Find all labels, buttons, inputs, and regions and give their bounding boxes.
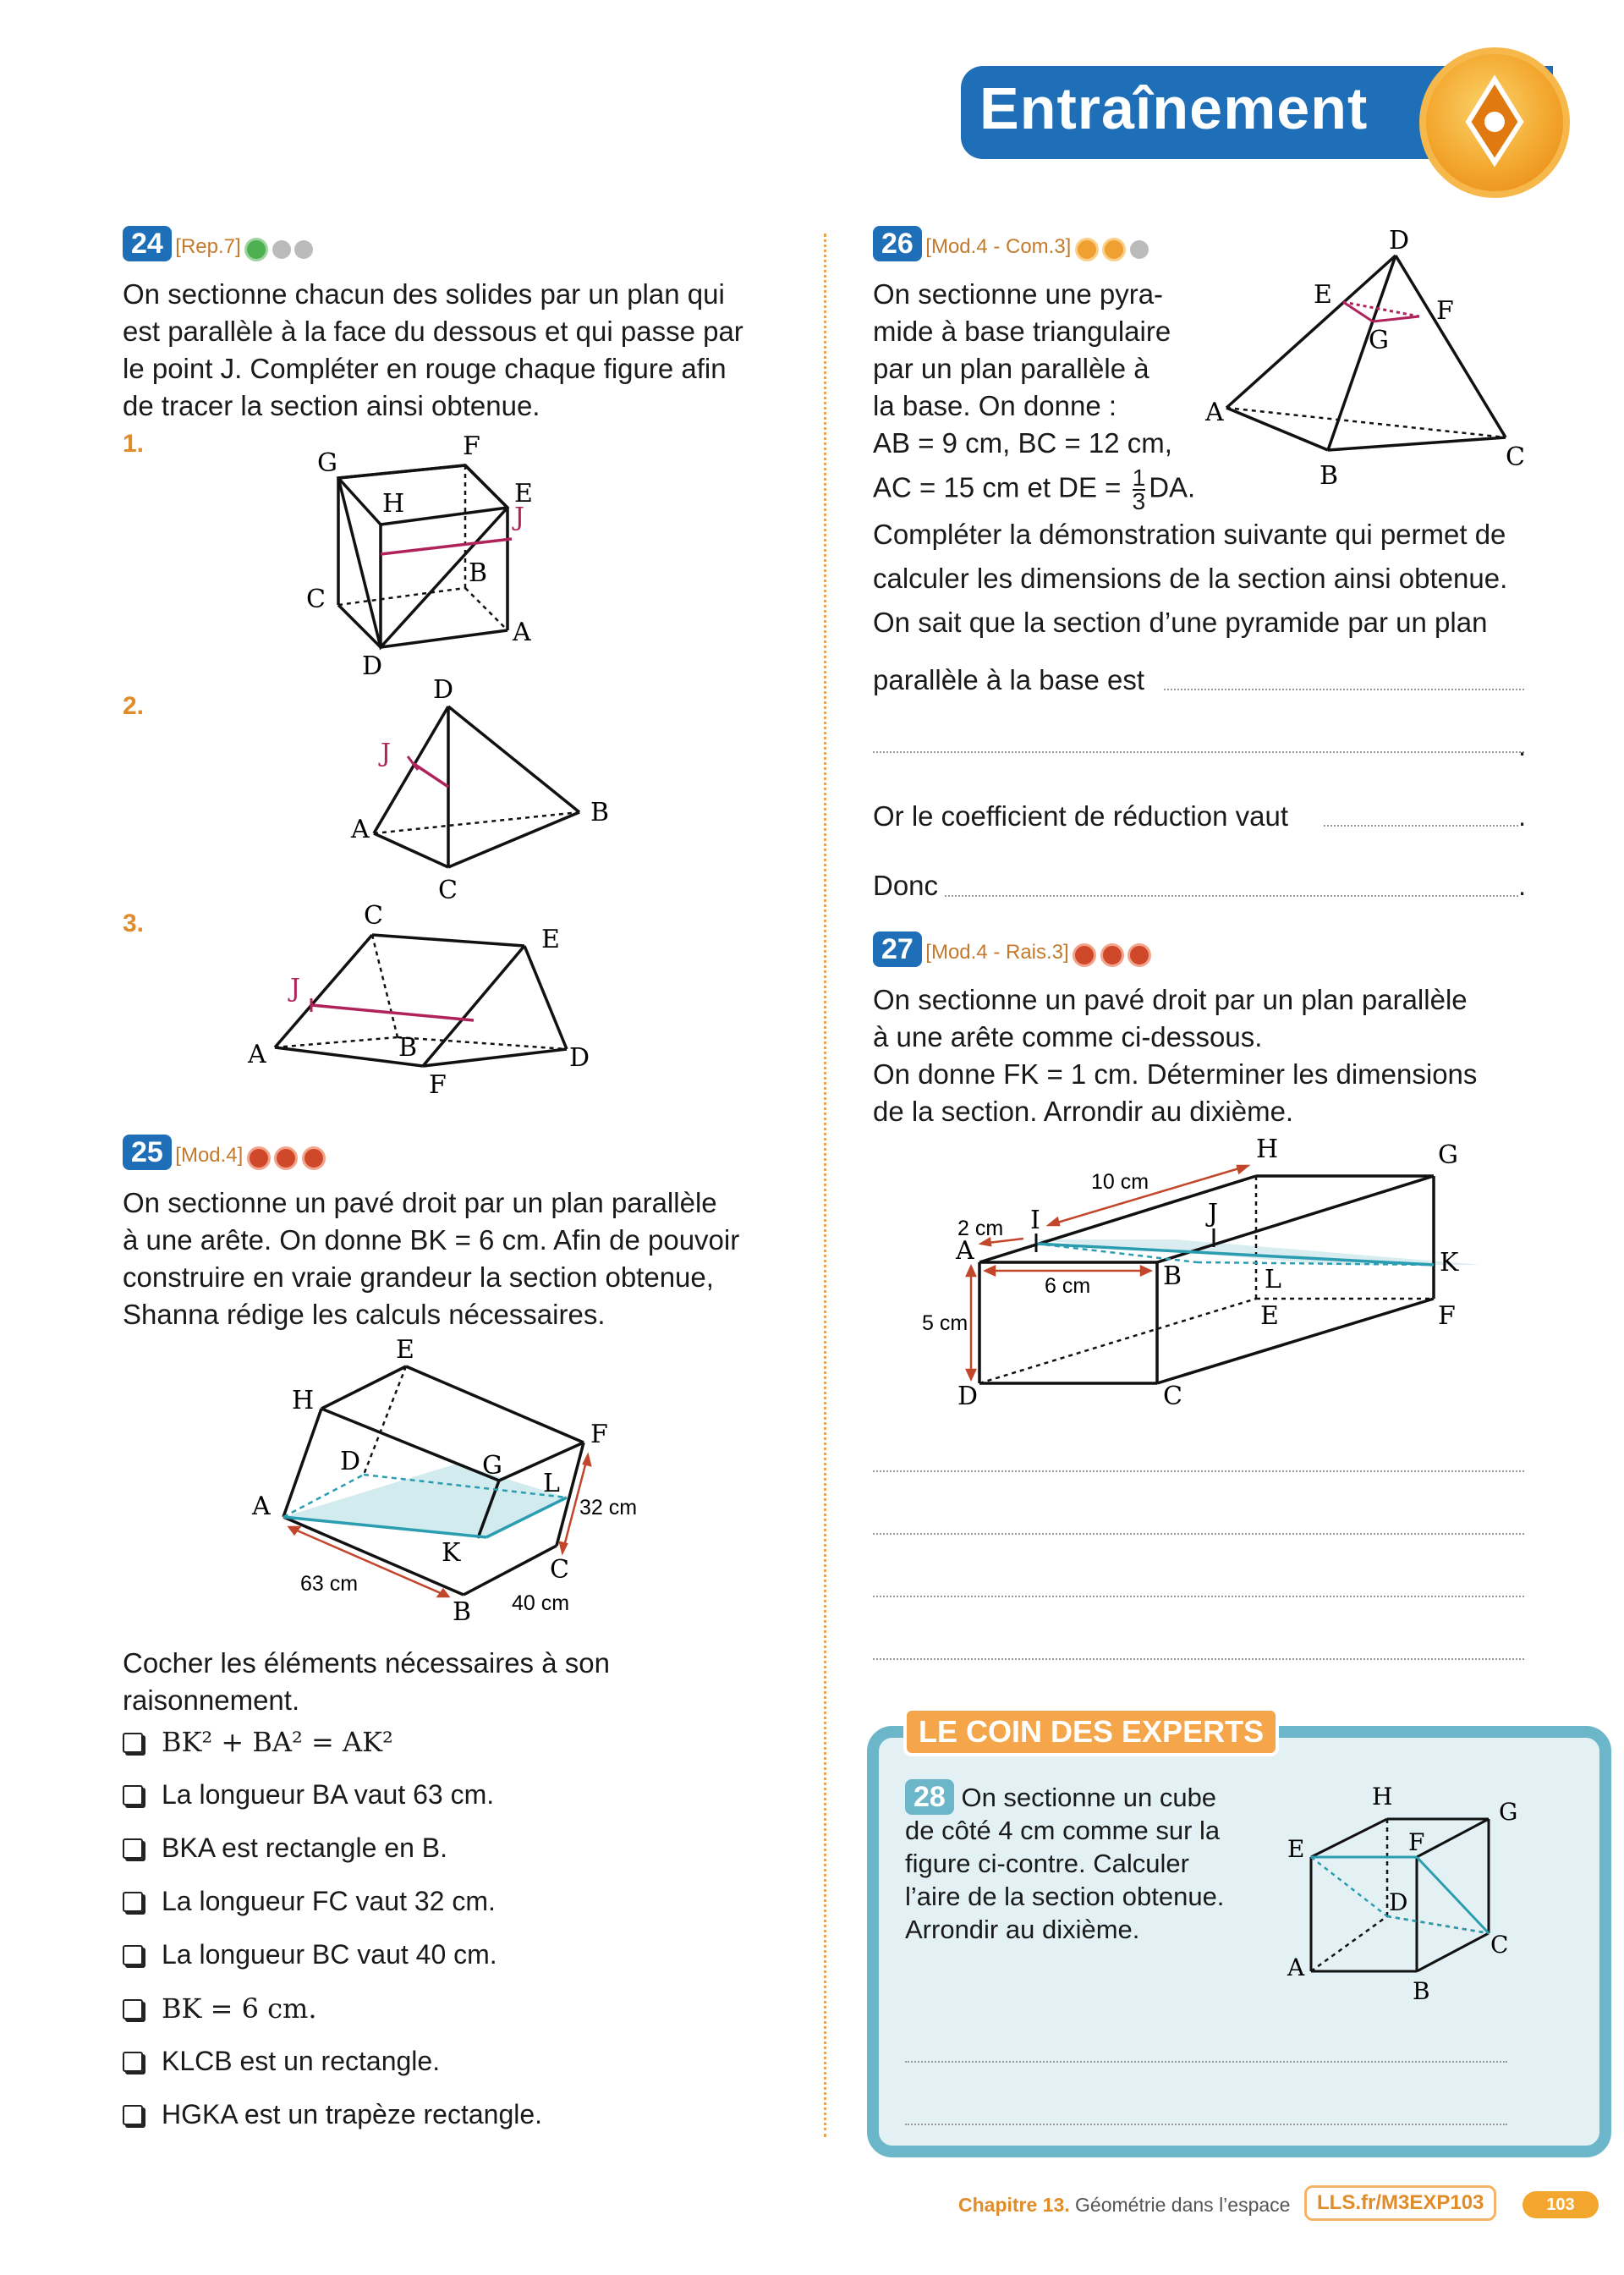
exercise-27-text: On sectionne un pavé droit par un plan parallèle à une arête comme ci-dessous. On donne FK = 1 cm. Déterminer les dimensions de la section. Arrondir au dixième. [873, 984, 1478, 1127]
answer-line-4: Donc [873, 870, 939, 901]
answer-line-3: Or le coefficient de réduction vaut [873, 800, 1289, 832]
vertex-label: D [362, 651, 383, 681]
vertex-label: L [543, 1469, 560, 1498]
end-period: . [1518, 730, 1527, 761]
checkbox-option[interactable]: La longueur BC vaut 40 cm. [123, 1939, 542, 1992]
difficulty-dot-icon [244, 238, 268, 261]
dotted-answer-line[interactable] [873, 1596, 1524, 1597]
skill-tag: [Mod.4 - Rais.3] [925, 941, 1069, 964]
vertex-label: B [590, 798, 610, 827]
vertex-label: D [1389, 1888, 1408, 1916]
exercise-26-text: On sectionne une pyra- mide à base triangulaire par un plan parallèle à la base. On donne : AB = 9 cm, BC = 12 cm, [873, 278, 1172, 459]
vertex-label: G [317, 448, 337, 478]
vertex-label: D [1389, 226, 1410, 256]
vertex-label: E [1287, 1835, 1305, 1863]
vertex-label: B [1413, 1977, 1430, 2005]
page-title: Entraînement [979, 75, 1369, 141]
exercise-27-header [873, 932, 1151, 967]
vertex-label: G [1499, 1798, 1518, 1826]
footer-chapter: Chapitre 13. Géométrie dans l’espace [958, 2194, 1291, 2216]
vertex-label: C [1163, 1382, 1182, 1411]
vertex-label: F [590, 1420, 608, 1449]
checkbox-option[interactable]: La longueur BA vaut 63 cm. [123, 1779, 542, 1833]
item-number: 3. [123, 909, 145, 937]
vertex-label: B [469, 558, 488, 588]
dimension-label: 2 cm [957, 1217, 1004, 1240]
vertex-label: H [292, 1386, 315, 1415]
vertex-label: F [1436, 296, 1454, 326]
vertex-label: D [340, 1447, 361, 1476]
dimension-label: 40 cm [512, 1591, 570, 1615]
dotted-answer-line[interactable] [873, 751, 1524, 753]
checkbox-icon[interactable] [123, 1838, 143, 1859]
vertex-label: A [1287, 1954, 1305, 1981]
figure-26-pyramid [1201, 222, 1539, 492]
vertex-label: H [1372, 1783, 1393, 1811]
exercise-number: 24 [123, 226, 172, 261]
dimension-label: 10 cm [1091, 1170, 1149, 1194]
vertex-label: A [956, 1236, 974, 1266]
vertex-label: A [1205, 398, 1224, 427]
vertex-label: G [482, 1451, 502, 1481]
figure-24-2-pyramid [338, 668, 626, 914]
vertex-label: B [453, 1597, 472, 1627]
vertex-label: E [1314, 280, 1332, 310]
difficulty-dot-icon [302, 1146, 326, 1170]
vertex-label: E [541, 925, 560, 954]
vertex-label: B [1320, 461, 1339, 491]
exercise-28-text: 28 On sectionne un cube de côté 4 cm comme sur la figure ci-contre. Calculer l’aire de la section obtenue. Arrondir au dixième. [905, 1781, 1225, 1944]
exercise-26-header [873, 227, 1149, 261]
dotted-answer-line[interactable] [945, 895, 1518, 897]
experts-title: LE COIN DES EXPERTS [903, 1707, 1279, 1756]
point-j-label: J [290, 974, 301, 1003]
checkbox-icon[interactable] [123, 1945, 143, 1965]
difficulty-dot-icon [294, 240, 313, 259]
dimension-label: 6 cm [1045, 1274, 1091, 1298]
exercise-25-header [123, 1135, 326, 1170]
vertex-label: I [1030, 1206, 1040, 1235]
vertex-label: C [550, 1555, 569, 1585]
difficulty-dot-icon [1127, 943, 1151, 967]
vertex-label: F [463, 431, 480, 461]
skill-tag: [Mod.4] [175, 1144, 244, 1167]
vertex-label: J [1208, 1199, 1219, 1228]
vertex-label: L [1265, 1265, 1281, 1294]
end-period: . [1518, 870, 1527, 901]
vertex-label: B [398, 1033, 418, 1063]
vertex-label: G [1369, 326, 1389, 355]
exercise-number: 25 [123, 1135, 172, 1170]
figure-24-1-cube [296, 427, 550, 681]
vertex-label: C [1506, 442, 1525, 472]
exercise-25-prompt: Cocher les éléments nécessaires à son raisonnement. [123, 1647, 610, 1716]
item-number: 1. [123, 430, 145, 458]
dotted-answer-line[interactable] [1324, 825, 1518, 827]
checkbox-option[interactable]: KLCB est un rectangle. [123, 2046, 542, 2099]
difficulty-dot-icon [1102, 238, 1126, 261]
checkbox-option[interactable]: La longueur FC vaut 32 cm. [123, 1886, 542, 1939]
item-number: 2. [123, 692, 145, 720]
vertex-label: H [1256, 1135, 1279, 1164]
page-number: 103 [1522, 2191, 1599, 2218]
vertex-label: E [1260, 1301, 1279, 1331]
vertex-label: C [364, 901, 383, 931]
vertex-label: K [1440, 1248, 1459, 1278]
footer-link[interactable]: LLS.fr/M3EXP103 [1304, 2185, 1496, 2221]
end-period: . [1518, 800, 1527, 832]
checkbox-option[interactable]: HGKA est un trapèze rectangle. [123, 2099, 542, 2152]
vertex-label: D [957, 1382, 979, 1411]
checkbox-list [123, 1726, 542, 2152]
checkbox-icon[interactable] [123, 1892, 143, 1912]
exercise-number: 28 [905, 1779, 954, 1815]
exercise-number: 27 [873, 931, 922, 967]
checkbox-icon[interactable] [123, 1785, 143, 1805]
difficulty-dot-icon [247, 1146, 271, 1170]
vertex-label: F [1408, 1828, 1425, 1856]
vertex-label: F [429, 1070, 447, 1100]
vertex-label: H [382, 489, 405, 519]
vertex-label: D [569, 1043, 590, 1073]
vertex-label: E [514, 479, 533, 508]
checkbox-option[interactable]: BKA est rectangle en B. [123, 1833, 542, 1886]
difficulty-dot-icon [1100, 943, 1124, 967]
vertex-label: A [513, 618, 531, 647]
difficulty-dot-icon [272, 240, 291, 259]
dimension-label: 63 cm [300, 1572, 359, 1596]
figure-24-3-prism [241, 897, 613, 1108]
difficulty-dot-icon [1073, 943, 1096, 967]
dotted-answer-line[interactable] [905, 2124, 1507, 2125]
vertex-label: C [1490, 1931, 1509, 1959]
vertex-label: C [438, 876, 458, 905]
exercise-26-given: AC = 15 cm et DE = $\frac{1}{3}$ DA. [873, 464, 1196, 514]
checkbox-icon[interactable] [123, 1999, 143, 2019]
vertex-label: A [252, 1492, 271, 1521]
difficulty-dot-icon [274, 1146, 298, 1170]
vertex-label: B [1163, 1261, 1182, 1291]
vertex-label: C [306, 585, 326, 614]
compass-medal-icon [1419, 47, 1570, 198]
dotted-answer-line[interactable] [873, 1533, 1524, 1535]
point-j-label: J [381, 739, 392, 768]
vertex-label: G [1438, 1140, 1458, 1170]
dimension-label: 5 cm [922, 1311, 968, 1335]
figure-27-box [922, 1134, 1480, 1421]
point-j-label: J [514, 503, 525, 532]
checkbox-icon[interactable] [123, 2105, 143, 2125]
checkbox-icon[interactable] [123, 2052, 143, 2072]
dotted-answer-line[interactable] [905, 2061, 1507, 2063]
dotted-answer-line[interactable] [873, 1658, 1524, 1660]
difficulty-dot-icon [1075, 238, 1099, 261]
skill-tag: [Mod.4 - Com.3] [925, 235, 1072, 258]
vertex-label: D [433, 675, 454, 705]
exercise-24-header [123, 227, 313, 261]
skill-tag: [Rep.7] [175, 235, 241, 258]
checkbox-option[interactable]: BK = 6 cm. [123, 1992, 542, 2046]
vertex-label: K [442, 1538, 461, 1568]
vertex-label: A [248, 1040, 266, 1069]
checkbox-icon[interactable] [123, 1733, 143, 1753]
dotted-answer-line[interactable] [1164, 689, 1524, 690]
vertex-label: F [1438, 1301, 1456, 1331]
difficulty-dot-icon [1130, 240, 1149, 259]
exercise-25-text: On sectionne un pavé droit par un plan parallèle à une arête. On donne BK = 6 cm. Afin de pouvoir construire en vraie grandeur la section obtenue, Shanna rédige les calculs nécessaires. [123, 1187, 740, 1330]
vertex-label: A [351, 815, 370, 844]
figure-28-cube [1277, 1772, 1565, 2018]
exercise-24-text: On sectionne chacun des solides par un plan qui est parallèle à la face du dessous et qui passe par le point J. Compléter en rouge chaque figure afin de tracer la section ainsi obtenue. [123, 278, 743, 421]
figure-25-box [245, 1333, 668, 1629]
checkbox-option[interactable]: BK² + BA² = AK² [123, 1726, 542, 1779]
exercise-number: 26 [873, 226, 922, 261]
answer-line-1: parallèle à la base est [873, 664, 1145, 695]
dimension-label: 32 cm [579, 1496, 638, 1519]
vertex-label: E [396, 1335, 414, 1365]
exercise-26-demo: Compléter la démonstration suivante qui permet de calculer les dimensions de la section ainsi obtenue. On sait que la section d’une pyramide par un plan [873, 519, 1508, 638]
column-separator [824, 234, 826, 2137]
dotted-answer-line[interactable] [873, 1470, 1524, 1472]
